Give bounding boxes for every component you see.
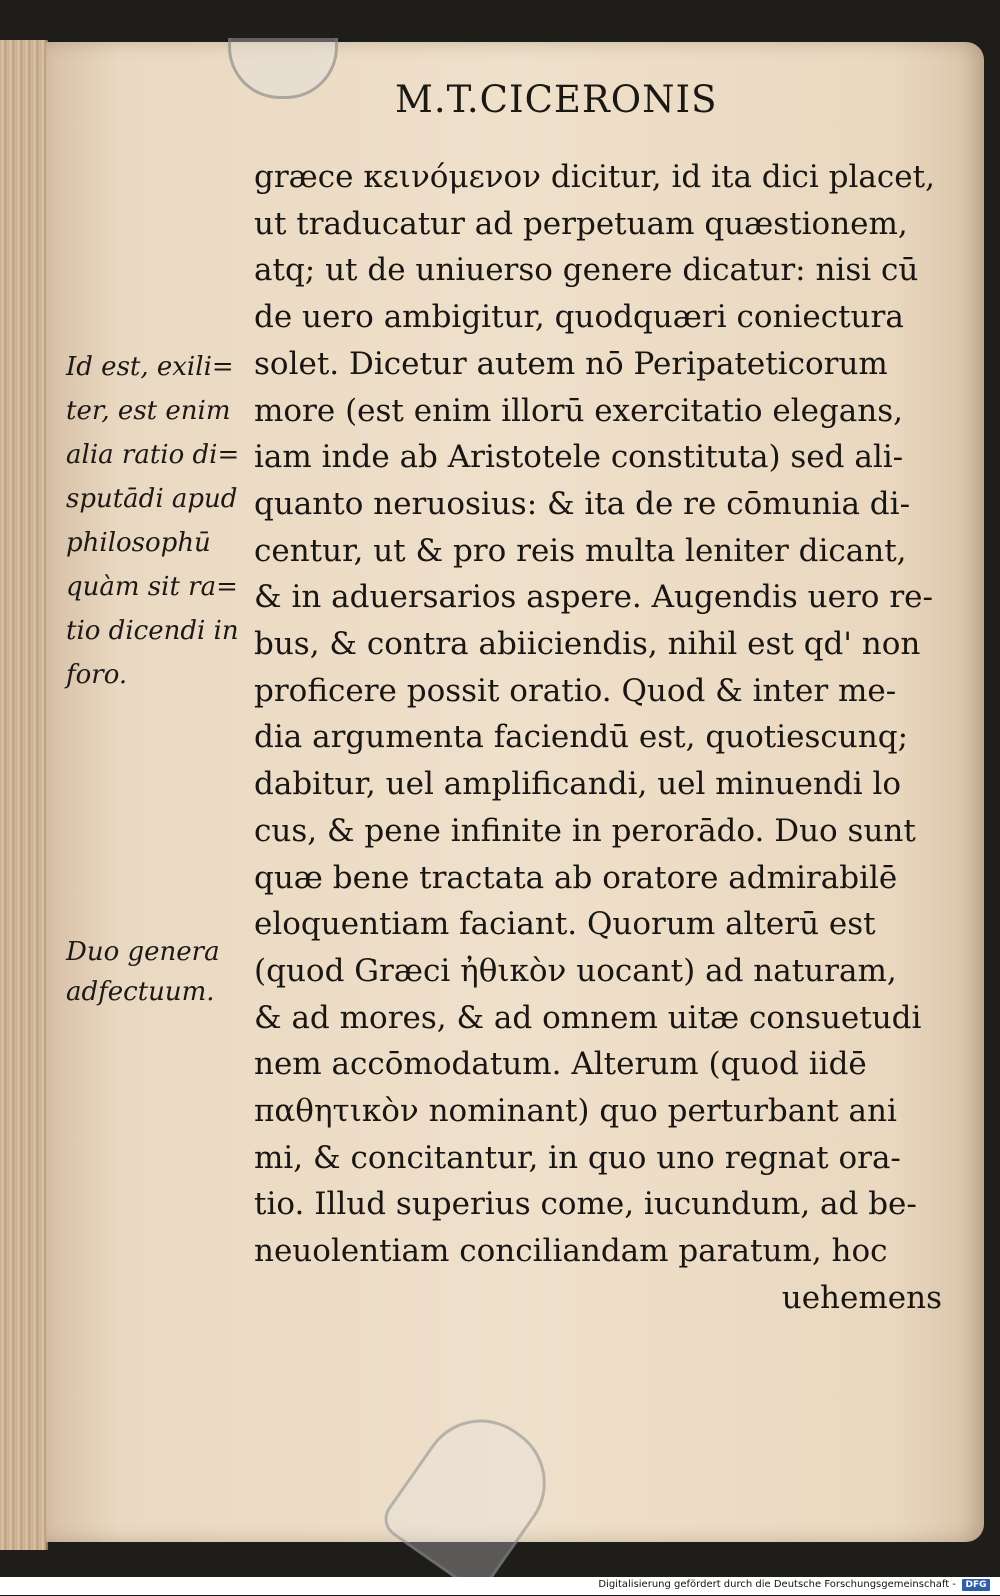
text-line: bus, & contra abiiciendis, nihil est qd' non <box>254 626 921 663</box>
marginal-line: foro. <box>66 660 128 690</box>
running-head: M.T.CICERONIS <box>395 78 718 121</box>
text-line: dia argumenta faciendū est, quotiescunq; <box>254 719 909 756</box>
marginal-note-adfectuum <box>66 932 248 1012</box>
text-line: & ad mores, & ad omnem uitæ consuetudi <box>254 999 922 1036</box>
text-line: de uero ambigitur, quodquæri coniectura <box>254 299 904 336</box>
text-line: ut traducatur ad perpetuam quæstionem, <box>254 205 908 242</box>
marginal-note-exiliter <box>66 345 248 697</box>
text-line: mi, & concitantur, in quo uno regnat ora- <box>254 1139 901 1176</box>
marginal-line: Id est, exili= <box>66 352 234 382</box>
text-line: solet. Dicetur autem nō Peripateticorum <box>254 345 888 382</box>
text-line: nem accōmodatum. Alterum (quod iidē <box>254 1046 867 1083</box>
text-line: centur, ut & pro reis multa leniter dicant, <box>254 532 907 569</box>
marginal-line: quàm sit ra= <box>66 572 238 602</box>
marginal-line: alia ratio di= <box>66 440 240 470</box>
text-line: quæ bene tractata ab oratore admirabilē <box>254 859 898 896</box>
funding-credit: Digitalisierung gefördert durch die Deutsche Forschungsgemeinschaft - <box>598 1579 956 1590</box>
text-line: græce κεινόμενον dicitur, id ita dici placet, <box>254 159 935 195</box>
text-line: atq; ut de uniuerso genere dicatur: nisi cū <box>254 252 919 289</box>
text-line: (quod Græci ἠθικὸν uocant) ad naturam, <box>254 952 897 989</box>
text-line: more (est enim illorū exercitatio elegans, <box>254 392 904 429</box>
marginal-line: adfectuum. <box>66 977 215 1007</box>
text-line: παθητικὸν nominant) quo perturbant ani <box>254 1093 897 1130</box>
marginal-line: philosophū <box>66 528 211 558</box>
marginal-line: Duo genera <box>66 937 220 967</box>
marginal-line: sputādi apud <box>66 484 238 514</box>
catchword: uehemens <box>781 1279 942 1316</box>
text-line: tio. Illud superius come, iucundum, ad be- <box>254 1186 917 1223</box>
text-line: eloquentiam faciant. Quorum alterū est <box>254 906 876 943</box>
book-page-edges <box>0 40 48 1550</box>
marginal-line: ter, est enim <box>66 396 231 426</box>
text-line: cus, & pene infinite in perorādo. Duo sunt <box>254 812 916 849</box>
marginal-line: tio dicendi in <box>66 616 239 646</box>
dfg-logo: DFG <box>962 1579 990 1591</box>
text-line: dabitur, uel amplificandi, uel minuendi lo <box>254 766 902 803</box>
text-line: proficere possit oratio. Quod & inter me- <box>254 672 897 709</box>
text-line: & in aduersarios aspere. Augendis uero re- <box>254 579 933 616</box>
text-line: quanto neruosius: & ita de re cōmunia di- <box>254 485 911 522</box>
text-line: neuolentiam conciliandam paratum, hoc <box>254 1233 888 1270</box>
text-line: iam inde ab Aristotele constituta) sed ali- <box>254 439 904 476</box>
main-text-block <box>254 154 944 1322</box>
